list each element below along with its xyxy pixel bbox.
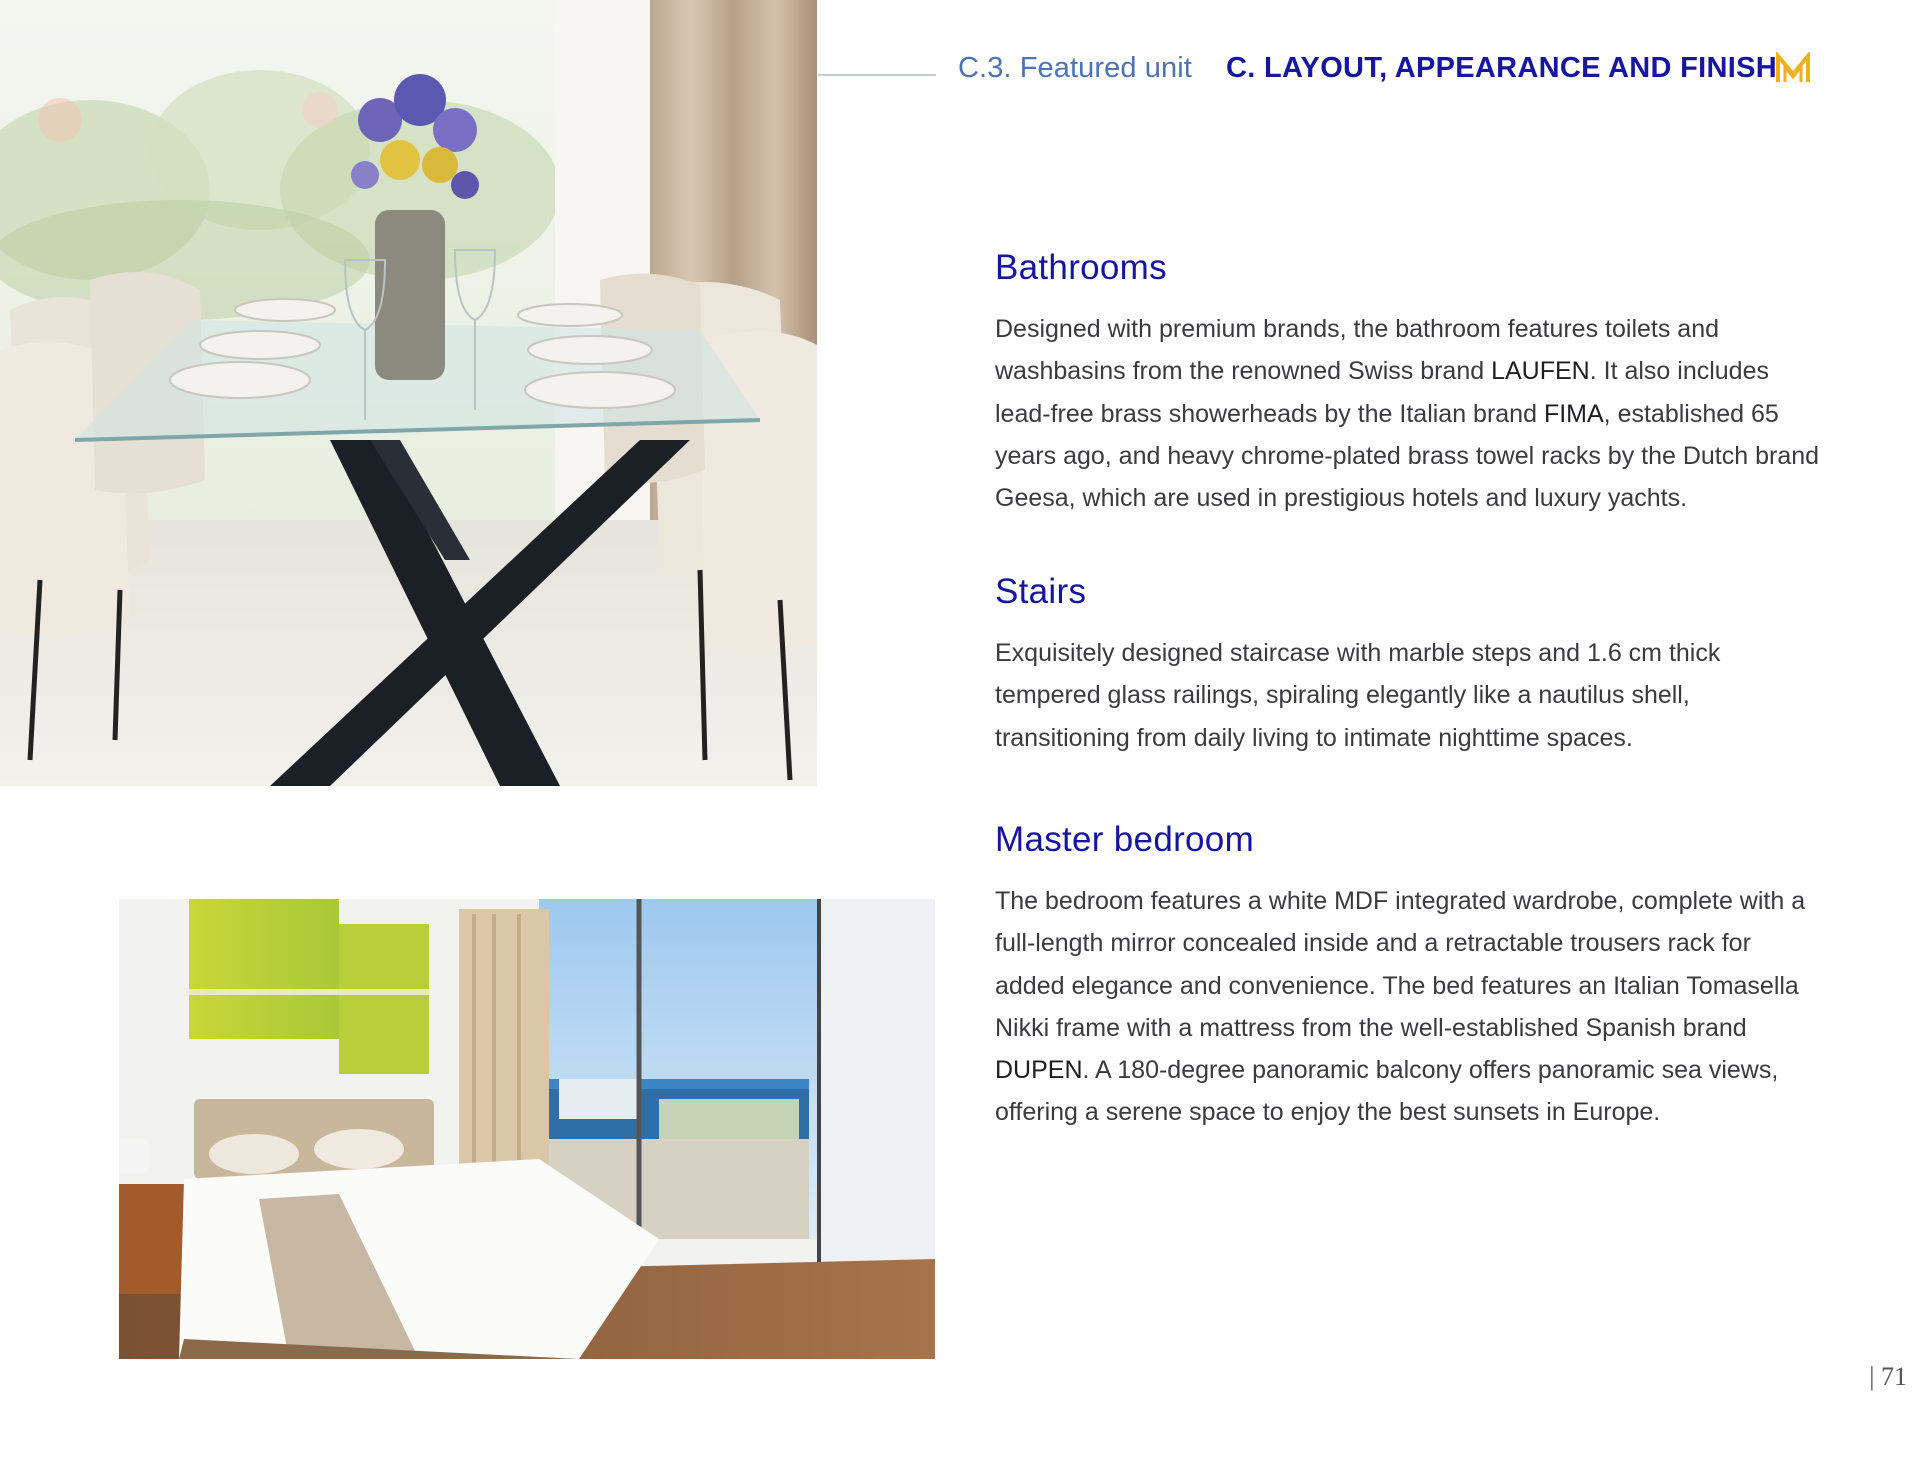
brand-fima: FIMA [1543, 399, 1604, 428]
bathrooms-body [995, 308, 1825, 519]
bathrooms-section [995, 248, 1825, 519]
bathrooms-heading: Bathrooms [995, 248, 1167, 287]
master-bedroom-text-2: . A 180-degree panoramic balcony offers panoramic sea views, offering a serene space to enjoy the best sunsets in Europe. [995, 1056, 1779, 1127]
master-bedroom-section [995, 820, 1825, 1134]
bathrooms-text-2: . It also includes lead-free brass showerheads by the Italian brand [995, 357, 1769, 428]
bathrooms-text-1: Designed with premium brands, the bathroom features toilets and washbasins from the renowned Swiss brand [995, 315, 1719, 386]
brand-laufen: LAUFEN [1491, 357, 1590, 386]
bathrooms-text-3: , established 65 years ago, and heavy chrome-plated brass towel racks by the Dutch brand Geesa, which are used in prestigious hotels and luxury yachts. [995, 399, 1820, 513]
dining-room-photo [0, 0, 817, 786]
stairs-body: Exquisitely designed staircase with marble steps and 1.6 cm thick tempered glass railings, spiraling elegantly like a nautilus shell, transitioning from daily living to intimate nighttime spaces. [995, 639, 1721, 752]
master-bedroom-text-1: The bedroom features a white MDF integrated wardrobe, complete with a full-length mirror concealed inside and a retractable trousers rack for added elegance and convenience. The bed features an Italian Tomasella Nikki frame with a mattress from the well-established Spanish brand [995, 887, 1806, 1042]
master-bedroom-body [995, 880, 1825, 1134]
header-rule [818, 74, 936, 76]
master-bedroom-photo [119, 899, 935, 1359]
brand-dupen: DUPEN [995, 1056, 1083, 1085]
m-monogram-icon [1776, 52, 1810, 86]
stairs-section [995, 572, 1825, 759]
stairs-heading: Stairs [995, 572, 1087, 611]
section-label: C.3. Featured unit [958, 52, 1192, 84]
master-bedroom-heading: Master bedroom [995, 820, 1255, 859]
chapter-title: C. LAYOUT, APPEARANCE AND FINISH [1226, 52, 1777, 84]
page-number: | 71 [1869, 1362, 1907, 1391]
